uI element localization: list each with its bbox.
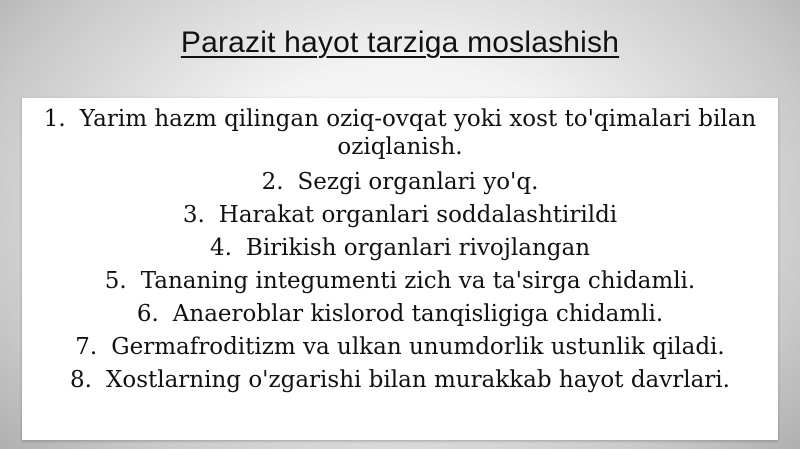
list-item-number: 7. [75,334,98,360]
list-item-1 [32,105,768,161]
list-item-8 [32,364,768,397]
list-item-text: Yarim hazm qilingan oziq-ovqat yoki xost to'qimalari bilan oziqlanish. [79,106,757,160]
list-item-text: Germafroditizm va ulkan unumdorlik ustunlik qiladi. [111,334,725,360]
list-item-text: Anaeroblar kislorod tanqisligiga chidamli. [172,301,664,327]
list-item-number: 4. [209,235,232,261]
list-item-3 [32,199,768,232]
slide-title: Parazit hayot tarziga moslashish [180,26,620,59]
list-item-number: 2. [261,169,284,195]
list-item-text: Tananing integumenti zich va ta'sirga chidamli. [140,268,696,294]
list-item-number: 5. [104,268,127,294]
content-box [22,98,778,440]
list-item-text: Xostlarning o'zgarishi bilan murakkab hayot davrlari. [105,367,730,393]
list-item-7 [32,331,768,364]
list-item-number: 8. [70,367,92,393]
list-item-text: Birikish organlari rivojlangan [245,235,591,261]
list-item-number: 3. [182,202,205,228]
list-item-6 [32,298,768,331]
list-item-number: 1. [43,106,66,132]
list-item-2 [32,166,768,199]
list-item-4 [32,232,768,265]
list-item-5 [32,265,768,298]
list-item-number: 6. [136,301,159,327]
list-item-text: Sezgi organlari yo'q. [297,169,539,195]
numbered-list [22,98,778,397]
list-item-text: Harakat organlari soddalashtirildi [218,202,618,228]
